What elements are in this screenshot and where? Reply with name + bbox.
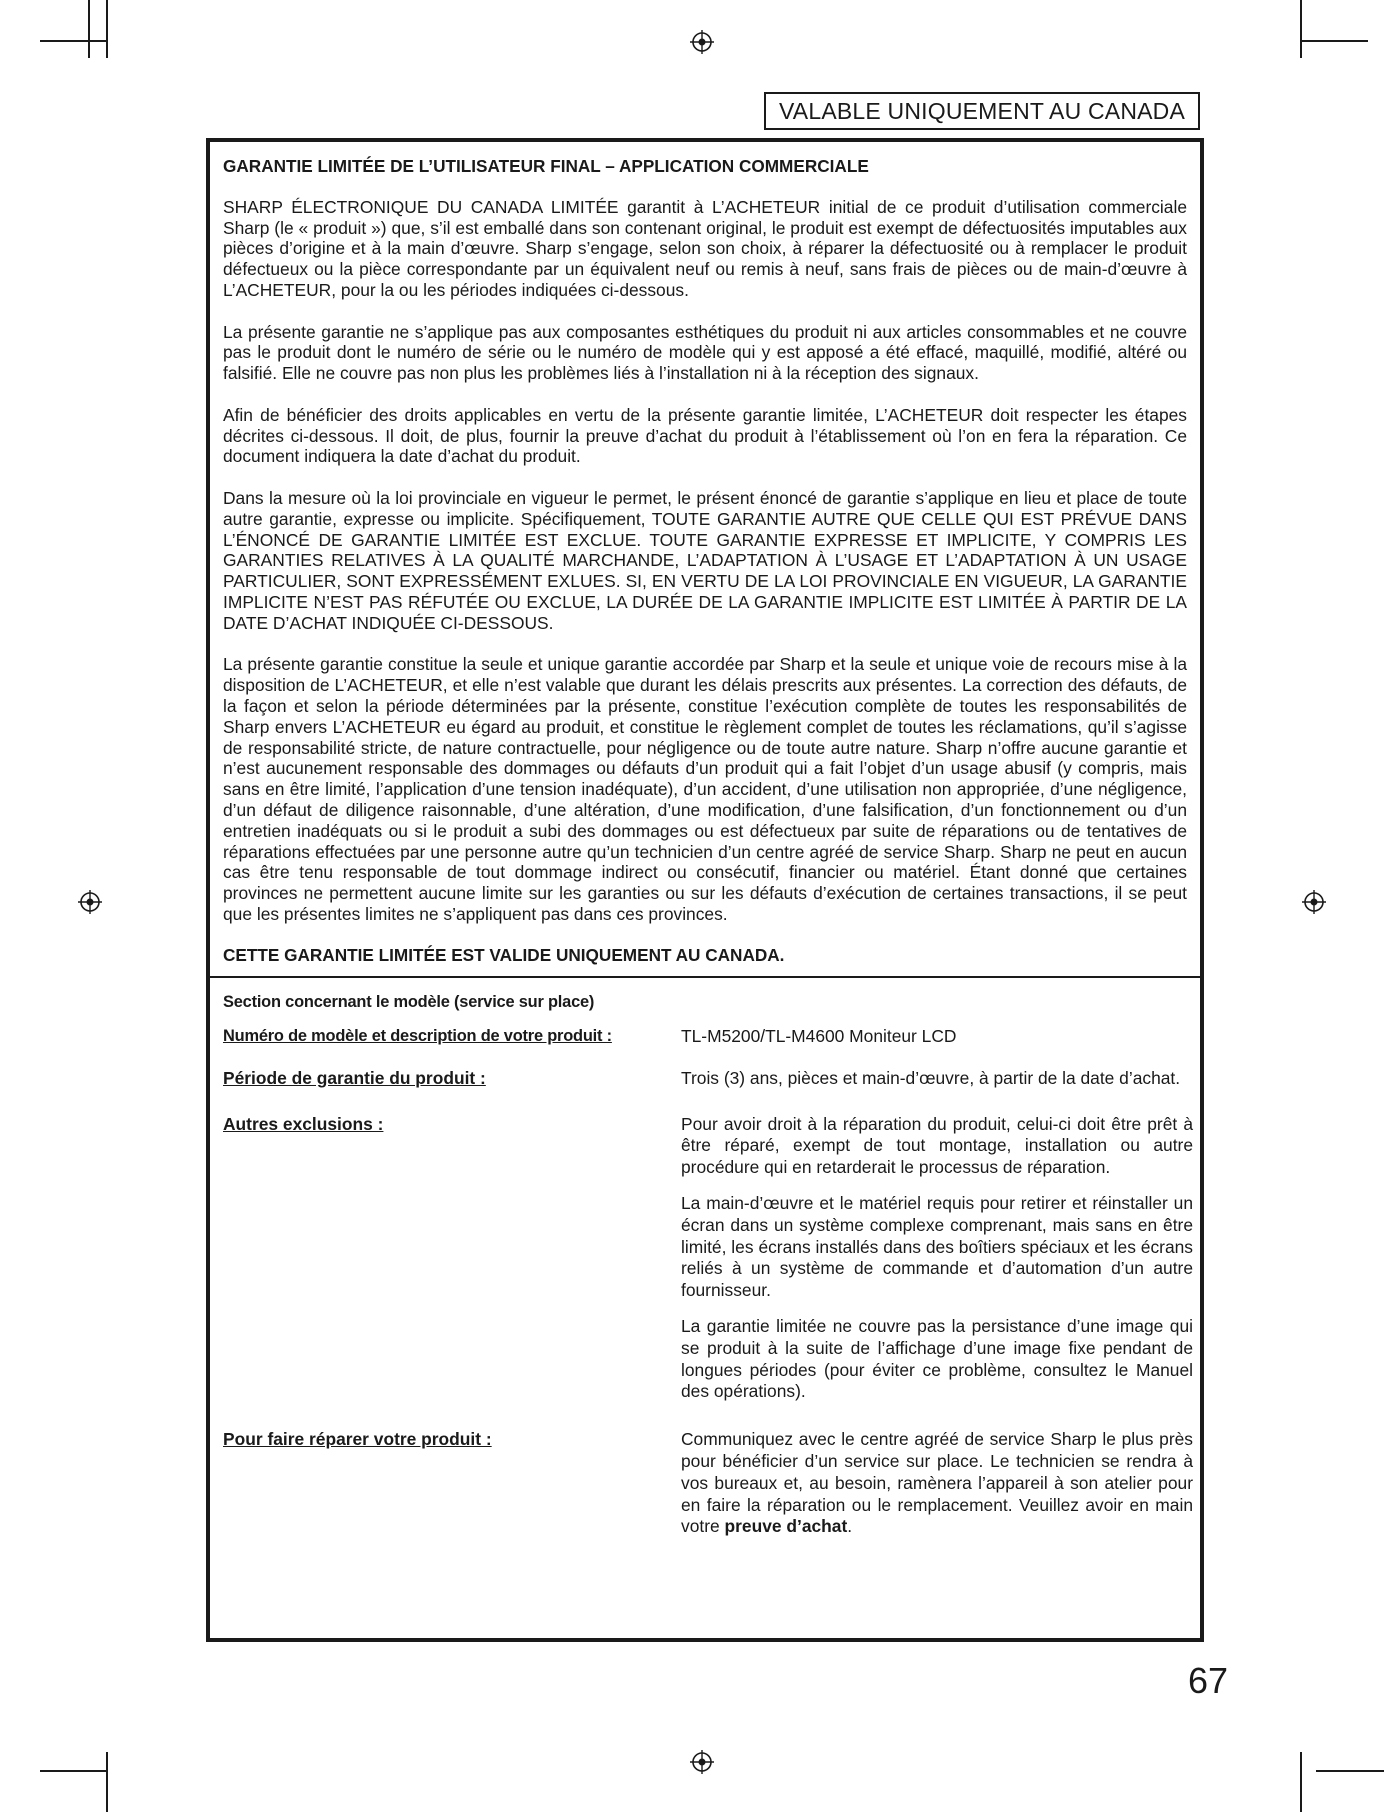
crop-mark-bottom-right-h: [1316, 1770, 1384, 1772]
crop-mark-bottom-left-v: [106, 1752, 108, 1812]
crop-mark-top-left-v2: [106, 0, 108, 58]
warranty-paragraph: Afin de bénéficier des droits applicables en vertu de la présente garantie limitée, L’ACHETEUR doit respecter les étapes décrites ci-dessous. Il doit, de plus, fournir la preuve d’achat du produit à l’établissement où l’on en fera la réparation. Ce document indiquera la date d’achat du produit.: [223, 404, 1187, 467]
registration-mark-icon: [690, 30, 714, 54]
warranty-heading: GARANTIE LIMITÉE DE L’UTILISATEUR FINAL – APPLICATION COMMERCIALE: [223, 156, 869, 176]
registration-mark-icon: [690, 1750, 714, 1774]
warranty-paragraph: SHARP ÉLECTRONIQUE DU CANADA LIMITÉE garantit à L’ACHETEUR initial de ce produit d’utilisation commerciale Sharp (le « produit ») que, s’il est emballé dans son contenant original, le produit est exempt de défectuosités imputables aux pièces d’origine et à la main d’œuvre. Sharp s’engage, selon son choix, à réparer la défectuosité ou à remplacer le produit défectueux ou la pièce correspondante par un équivalent neuf ou remis à neuf, sans frais de pièces ou de main-d’œuvre à L’ACHETEUR, pour la ou les périodes indiquées ci-dessous.: [223, 196, 1187, 300]
canada-only-notice: CETTE GARANTIE LIMITÉE EST VALIDE UNIQUEMENT AU CANADA.: [223, 945, 785, 966]
repair-row: [223, 1429, 1193, 1538]
crop-mark-top-left-h: [40, 40, 108, 42]
crop-mark-bottom-right-v: [1300, 1752, 1302, 1812]
model-section: [210, 978, 1200, 1538]
page-number: 67: [1188, 1660, 1229, 1701]
exclusion-item: Pour avoir droit à la réparation du produit, celui-ci doit être prêt à être réparé, exempt de tout montage, installation ou autre procédure qui en retarderait le processus de réparation.: [681, 1113, 1193, 1178]
repair-label: Pour faire réparer votre produit :: [223, 1429, 492, 1450]
warranty-paragraph: La présente garantie constitue la seule et unique garantie accordée par Sharp et la seule et unique voie de recours mise à la disposition de L’ACHETEUR, et elle n’est valable que durant les délais prescrits aux présentes. La correction des défauts, de la façon et selon la période déterminées par la présente, constitue l’exécution complète de toutes les responsabilités de Sharp envers L’ACHETEUR eu égard au produit, et constitue le règlement complet de toutes les réclamations, qu’il s’agisse de responsabilité stricte, de nature contractuelle, pour négligence ou de toute autre nature. Sharp n’offre aucune garantie et n’est aucunement responsable des dommages ou défauts d’un produit qui a fait l’objet d’un usage abusif (y compris, mais sans en être limité, l’application d’une tension inadéquate), d’un accident, d’une utilisation non appropriée, d’une négligence, d’un défaut de diligence raisonnable, d’une altération, d’une modification, d’une falsification, d’un fonctionnement ou d’un entretien inadéquats ou si le produit a subi des dommages ou est défectueux par suite de réparations ou de tentatives de réparations effectuées par une personne autre qu’un technicien d’un centre agréé de service Sharp. Sharp ne peut en aucun cas être tenu responsable de tout dommage indirect ou consécutif, financier ou matériel. Étant donné que certaines provinces ne permettent aucune limite sur les garanties ou sur les défauts d’exécution de certaines transactions, il se peut que les présentes limites ne s’appliquent pas dans ces provinces.: [223, 654, 1187, 924]
exclusions-label: Autres exclusions :: [223, 1113, 384, 1134]
warranty-panel: [206, 138, 1204, 1642]
exclusions-list: [681, 1114, 1193, 1418]
exclusions-row: [223, 1113, 1193, 1418]
model-section-title: Section concernant le modèle (service sur place): [223, 993, 595, 1012]
repair-end: .: [847, 1516, 853, 1537]
registration-mark-icon: [1302, 890, 1326, 914]
period-label: Période de garantie du produit :: [223, 1067, 486, 1088]
warranty-paragraph: La présente garantie ne s’applique pas aux composantes esthétiques du produit ni aux articles consommables et ne couvre pas le produit dont le numéro de série ou le numéro de modèle qui y est apposé a été effacé, maquillé, modifié, altéré ou falsifié. Elle ne couvre pas non plus les problèmes liés à l’installation ni à la réception des signaux.: [223, 321, 1187, 384]
warranty-paragraph: Dans la mesure où la loi provinciale en vigueur le permet, le présent énoncé de garantie s’applique en lieu et place de toute autre garantie, expresse ou implicite. Spécifiquement, TOUTE GARANTIE AUTRE QUE CELLE QUI EST PRÉVUE DANS L’ÉNONCÉ DE GARANTIE LIMITÉE EST EXCLUE. TOUTE GARANTIE EXPRESSE ET IMPLICITE, Y COMPRIS LES GARANTIES RELATIVES À LA QUALITÉ MARCHANDE, L’ADAPTATION À L’USAGE ET L’ADAPTATION À UN USAGE PARTICULIER, SONT EXPRESSÉMENT EXLUES. SI, EN VERTU DE LA LOI PROVINCIALE EN VIGUEUR, LA GARANTIE IMPLICITE N’EST PAS RÉFUTÉE OU EXCLUE, LA DURÉE DE LA GARANTIE IMPLICITE EST LIMITÉE À PARTIR DE LA DATE D’ACHAT INDIQUÉE CI-DESSOUS.: [223, 487, 1187, 633]
crop-mark-top-left-v: [88, 0, 90, 58]
region-badge: VALABLE UNIQUEMENT AU CANADA: [764, 92, 1200, 130]
model-row: [223, 1026, 1187, 1048]
model-value: TL-M5200/TL-M4600 Moniteur LCD: [681, 1026, 957, 1047]
model-label: Numéro de modèle et description de votre produit :: [223, 1027, 612, 1046]
period-row: [223, 1068, 1187, 1090]
period-value-wrap: [681, 1068, 1193, 1090]
crop-mark-top-right-h: [1300, 40, 1368, 42]
period-value: Trois (3) ans, pièces et main-d’œuvre, à partir de la date d’achat.: [681, 1067, 1181, 1088]
registration-mark-icon: [78, 890, 102, 914]
crop-mark-bottom-left-h: [40, 1770, 108, 1772]
repair-value: [681, 1429, 1193, 1538]
exclusion-item: La main-d’œuvre et le matériel requis pour retirer et réinstaller un écran dans un système complexe comprenant, mais sans en être limité, les écrans installés dans des boîtiers spéciaux et les écrans reliés à un système de commande et d’automation d’un autre fournisseur.: [681, 1193, 1193, 1301]
exclusion-item: La garantie limitée ne couvre pas la persistance d’une image qui se produit à la suite de l’affichage d’une image fixe pendant de longues périodes (pour éviter ce problème, consultez le Manuel des opérations).: [681, 1316, 1193, 1402]
proof-of-purchase: preuve d’achat: [724, 1516, 848, 1537]
repair-paragraph: [681, 1429, 1193, 1538]
crop-mark-top-right-v: [1300, 0, 1302, 58]
warranty-terms: [210, 142, 1200, 966]
repair-text: Communiquez avec le centre agréé de service Sharp le plus près pour bénéficier d’un service sur place. Le technicien se rendra à vos bureaux et, au besoin, ramènera l’appareil à son atelier pour en faire la réparation ou le remplacement. Veuillez avoir en main votre: [681, 1429, 1193, 1537]
